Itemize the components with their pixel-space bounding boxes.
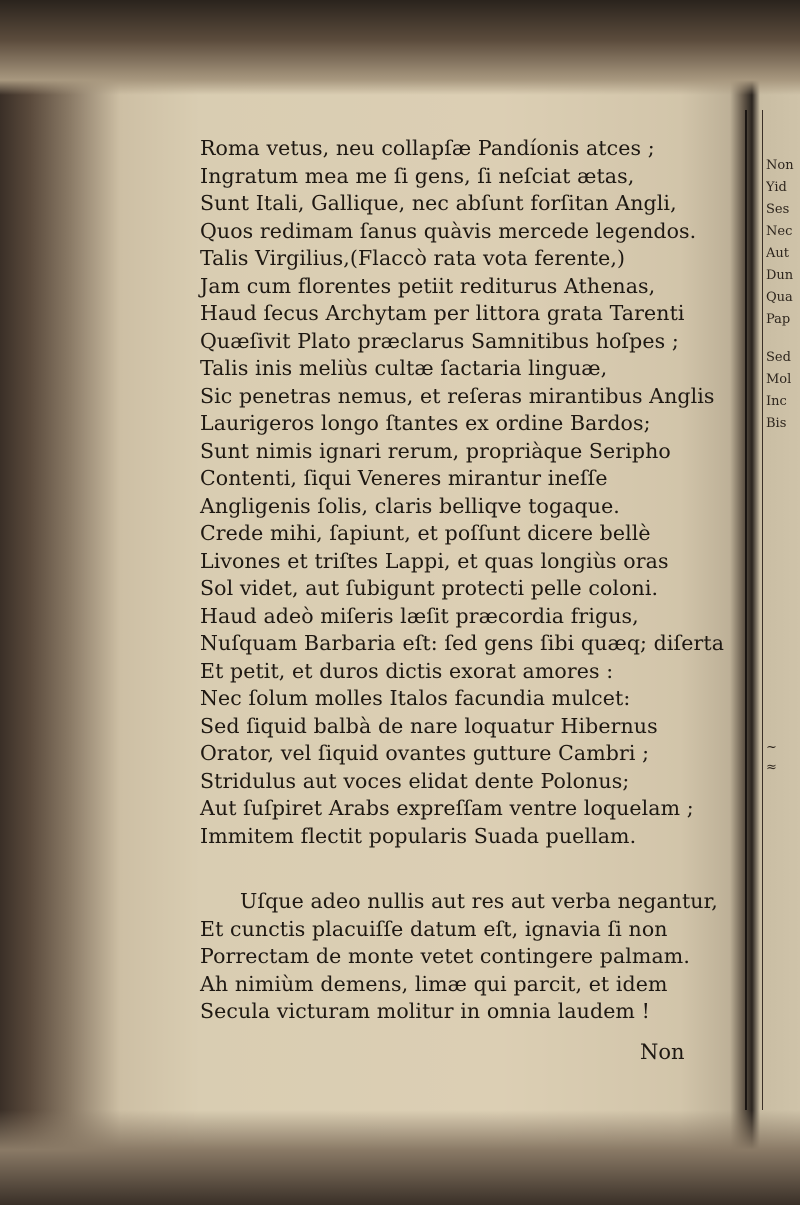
margin-fragment: Inc [766,394,787,409]
poem-text [200,135,740,1026]
verse-line: Laurigeros longo ſtantes ex ordine Bardos; [200,411,651,435]
verse-line: Roma vetus, neu collapſæ Pandíonis atces ; [200,136,655,160]
verse-line: Haud adeò miſeris læſit præcordia frigus, [200,603,639,628]
margin-fragment: Sed [766,350,791,365]
verse-line: Jam cum florentes petiit rediturus Athenas, [200,273,656,298]
margin-fragment: ~ [766,740,777,755]
verse-line: Sic penetras nemus, et reſeras mirantibus Anglis [200,383,715,408]
verse-line: Immitem flectit popularis Suada puellam. [200,823,637,848]
verse-line: Sunt nimis ignari rerum, propriàque Seripho [200,438,671,463]
verse-line: Secula victuram molitur in omnia laudem ! [200,999,650,1023]
gutter-edge [745,110,747,1110]
verse-line: Et cunctis placuiſſe datum eſt, ignavia ſi non [200,916,668,941]
margin-fragment: Dun [766,268,794,283]
stanza-break [200,850,740,888]
margin-fragment: Bis [766,416,787,431]
verse-line: Quæſivit Plato præclarus Samnitibus hoſpes ; [200,328,679,353]
verse-line: Talis inis meliùs cultæ ſactaria linguæ, [200,356,608,380]
verse-line: Aut ſuſpiret Arabs expreſſam ventre loquelam ; [200,796,694,820]
margin-fragment: Ses [766,202,790,217]
margin-fragment: ≈ [766,760,777,775]
verse-line: Angligenis ſolis, claris belliqve togaque. [200,493,620,518]
verse-line: Uſque adeo nullis aut res aut verba negantur, [240,889,718,913]
verse-line: Stridulus aut voces elidat dente Polonus; [200,768,630,793]
verse-line: Haud ſecus Archytam per littora grata Tarenti [200,301,685,325]
margin-fragment: Aut [766,246,789,261]
verse-line: Ah nimiùm demens, limæ qui parcit, et idem [200,971,668,996]
verse-line: Talis Virgilius,(Flaccò rata vota ferente,) [200,246,626,270]
verse-line: Livones et triſtes Lappi, et quas longiùs oras [200,548,669,573]
verse-line: Ingratum mea me ſi gens, ſi neſciat ætas, [200,163,635,188]
verse-line: Sunt Itali, Gallique, nec abſunt forſitan Angli, [200,191,677,215]
verse-line: Nuſquam Barbaria eſt: ſed gens ſibi quæq; diſerta [200,631,725,655]
verse-line: Quos redimam ſanus quàvis mercede legendos. [200,218,697,243]
verse-line: Crede mihi, ſapiunt, et poſſunt dicere bellè [200,521,651,545]
verse-line: Et petit, et duros dictis exorat amores : [200,658,614,683]
margin-fragment: Nec [766,224,793,239]
verse-line: Porrectam de monte vetet contingere palmam. [200,944,690,968]
verse-line: Sol videt, aut ſubigunt protecti pelle coloni. [200,576,659,600]
margin-fragment: Non [766,158,794,173]
verse-line: Contenti, ſiqui Veneres mirantur ineſſe [200,466,608,490]
bottom-shadow [0,1110,800,1205]
gutter-edge-inner [762,110,763,1110]
catchword: Non [640,1040,685,1064]
margin-fragment: Qua [766,290,793,305]
margin-fragment: Mol [766,372,792,387]
verse-line: Nec ſolum molles Italos facundia mulcet: [200,686,631,710]
verse-line: Orator, vel ſiquid ovantes gutture Cambri ; [200,741,650,765]
margin-fragment: Pap [766,312,791,327]
margin-fragment: Yid [766,180,787,195]
verse-line: Sed ſiquid balbà de nare loquatur Hibernus [200,713,658,738]
top-shadow [0,0,800,95]
